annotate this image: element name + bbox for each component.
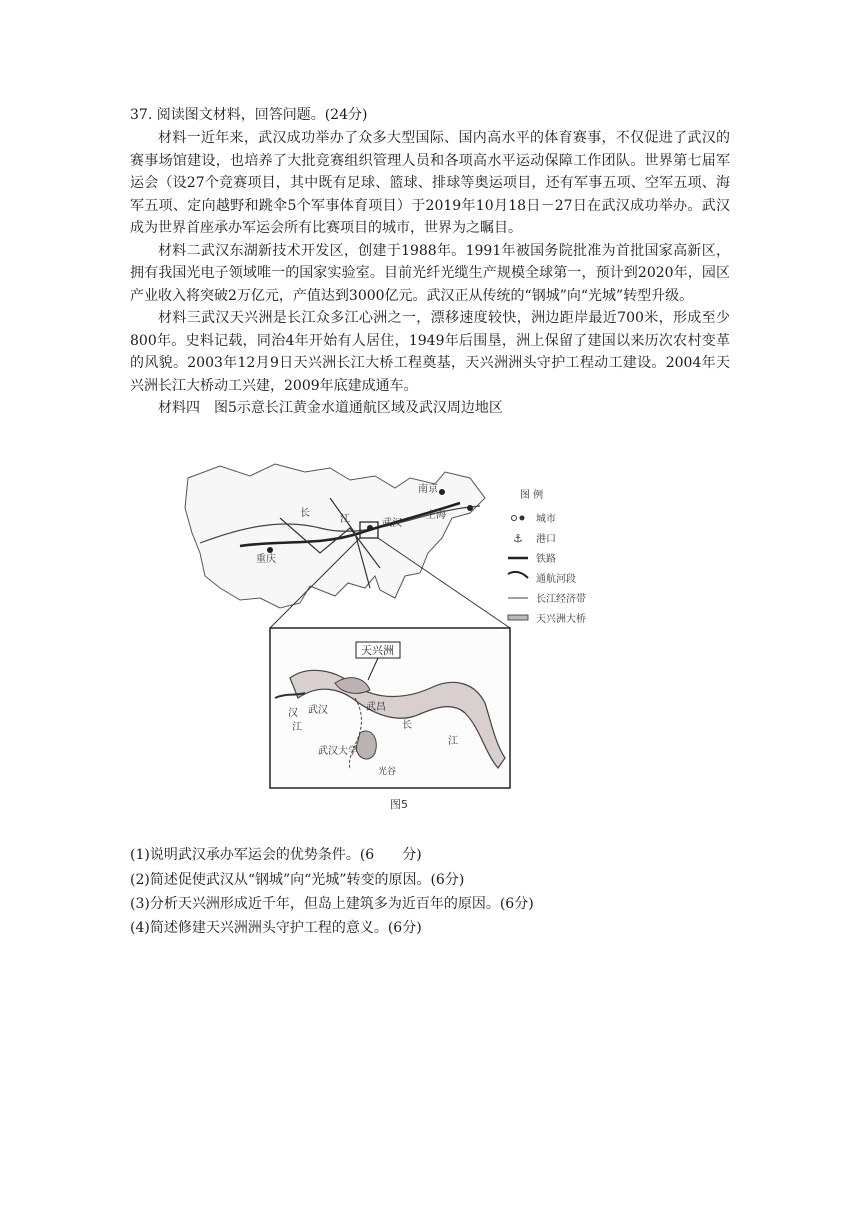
- legend-navigable: 通航河段: [536, 574, 576, 585]
- label-chongqing: 重庆: [256, 554, 276, 565]
- label-chang: 长: [300, 508, 310, 519]
- label-jiang-han: 江: [292, 722, 302, 733]
- legend-bridge: 天兴洲大桥: [536, 614, 586, 625]
- sub-question-1: (1)说明武汉承办军运会的优势条件。(6 分): [130, 847, 422, 863]
- label-shanghai: 上海: [426, 510, 446, 521]
- material-4: 材料四 图5示意长江黄金水道通航区域及武汉周边地区: [158, 400, 503, 416]
- material-2: 材料二武汉东湖新技术开发区，创建于1988年。1991年被国务院批准为首批国家高新区，拥有我国光电子领域唯一的国家实验室。目前光纤光缆生产规模全球第一，预计到2020年，园区产业收入将突破2万亿元，产值达到3000亿元。武汉正从传统的“钢城”向“光城”转型升级。: [130, 242, 730, 304]
- port-icon: ⚓: [513, 532, 523, 545]
- material-1: 材料一近年来，武汉成功举办了众多大型国际、国内高水平的体育赛事，不仅促进了武汉的赛事场馆建设，也培养了大批竞赛组织管理人员和各项高水平运动保障工作团队。世界第七届军运会（设27个竞赛项目，其中既有足球、篮球、排球等奥运项目，还有军事五项、空军五项、海军五项、定向越野和跳伞5个军事体育项目）于2019年10月18日－27日在武汉成功举办。武汉成为世界首座承办军运会所有比赛项目的城市，世界为之瞩目。: [130, 130, 730, 236]
- label-jiang2: 江: [448, 736, 458, 747]
- figure-5: [180, 458, 670, 818]
- material-3: 材料三武汉天兴洲是长江众多江心洲之一，漂移速度较快，洲边距岸最近700米，形成至少800年。史料记载，同治4年开始有人居住，1949年后围垦，洲上保留了建国以来历次农村变革的风貌。2003年12月9日天兴洲长江大桥工程奠基，天兴洲洲头守护工程动工建设。2004年天兴洲长江大桥动工兴建，2009年底建成通车。: [130, 310, 730, 394]
- legend-railway: 铁路: [536, 554, 556, 565]
- basin-outline: [185, 464, 485, 608]
- label-wuhan: 武汉: [308, 705, 328, 716]
- east-lake: [356, 731, 376, 759]
- sub-question-4: (4)简述修建天兴洲洲头守护工程的意义。(6分): [130, 920, 422, 936]
- nanjing-city-icon: [439, 489, 445, 495]
- figure-caption: 图5: [390, 798, 408, 811]
- legend-port: 港口: [536, 534, 556, 545]
- figure-5-svg: [180, 458, 670, 818]
- label-nanjing: 南京: [418, 484, 438, 495]
- label-wuhan-top: 武汉: [382, 518, 402, 529]
- label-ex: 光谷: [378, 767, 397, 777]
- legend-city: 城市: [536, 514, 556, 525]
- label-jiang: 江: [340, 514, 350, 525]
- legend-title: 图 例: [520, 490, 544, 501]
- shanghai-city-icon: [467, 505, 473, 511]
- label-tianxingzhou: 天兴洲: [361, 644, 394, 657]
- label-chang2: 长: [402, 720, 412, 731]
- legend: [508, 488, 586, 625]
- sub-question-3: (3)分析天兴洲形成近千年，但岛上建筑多为近百年的原因。(6分): [130, 896, 534, 912]
- label-wuhan-univ: 武汉大学: [318, 746, 358, 757]
- label-wuchang: 武昌: [366, 702, 386, 713]
- label-han: 汉: [288, 708, 298, 719]
- materials-block: [130, 127, 730, 420]
- wuhan-city-icon: [367, 525, 373, 531]
- legend-economic-belt: 长江经济带: [536, 594, 586, 605]
- chongqing-city-icon: [267, 547, 273, 553]
- question-title: 37. 阅读图文材料，回答问题。(24分): [130, 107, 368, 123]
- sub-question-2: (2)简述促使武汉从“钢城”向“光城”转变的原因。(6分): [130, 872, 465, 888]
